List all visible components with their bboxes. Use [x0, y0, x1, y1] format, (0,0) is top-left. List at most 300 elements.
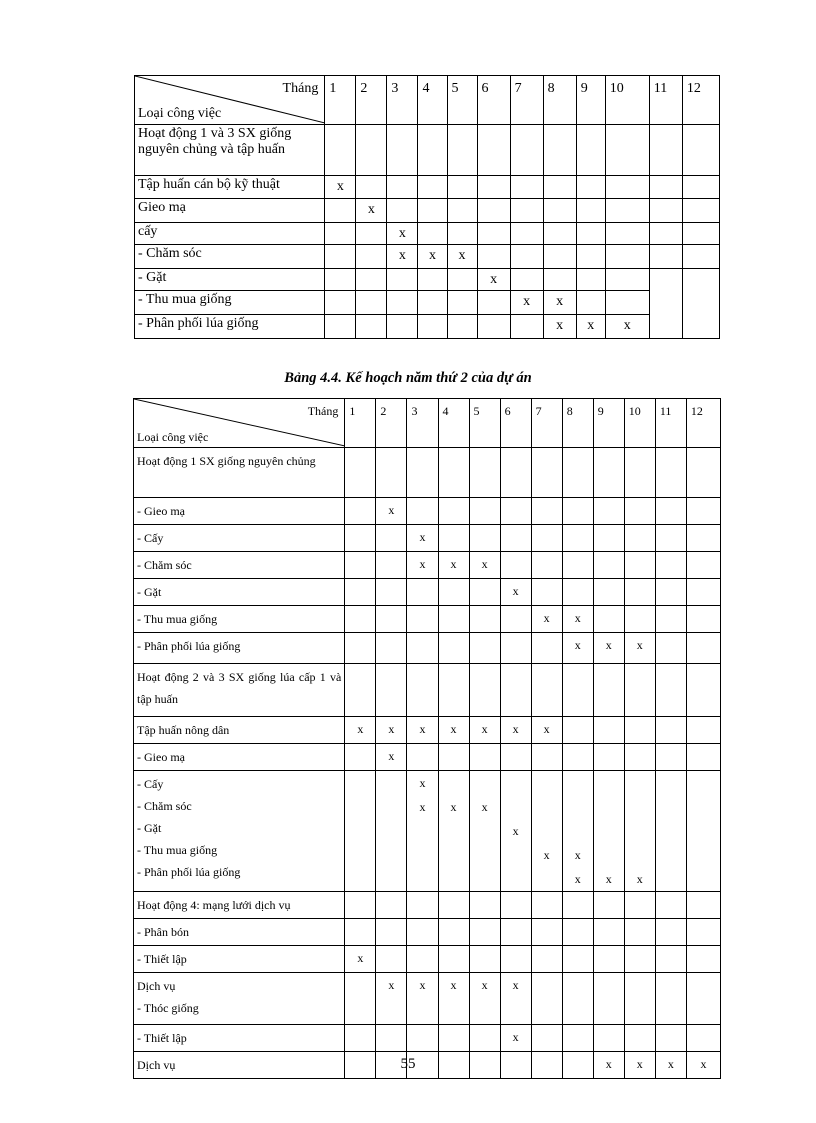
- month-header-8: 8: [562, 399, 593, 448]
- schedule-cell: [356, 125, 387, 176]
- schedule-cell: [605, 245, 649, 269]
- schedule-cell: [345, 606, 376, 633]
- schedule-cell: [686, 973, 720, 1025]
- diagonal-header-cell: [134, 399, 345, 448]
- schedule-mark: x: [376, 717, 407, 744]
- schedule-mark: x: [469, 771, 500, 892]
- task-label: Tập huấn cán bộ kỹ thuật: [135, 176, 325, 199]
- schedule-cell: [576, 176, 605, 199]
- table-row: [135, 291, 720, 315]
- schedule-cell: [593, 552, 624, 579]
- schedule-cell: [543, 176, 576, 199]
- header-row: [135, 76, 720, 125]
- schedule-mark: x: [345, 946, 376, 973]
- schedule-cell: [593, 664, 624, 717]
- schedule-cell: [605, 176, 649, 199]
- schedule-cell: [593, 892, 624, 919]
- task-label: [134, 552, 345, 579]
- schedule-mark: x: [469, 973, 500, 1025]
- schedule-cell: [376, 1025, 407, 1052]
- schedule-cell: [531, 973, 562, 1025]
- table-row: [135, 125, 720, 176]
- table-row: [134, 717, 721, 744]
- schedule-cell: [477, 291, 510, 315]
- schedule-cell: [605, 199, 649, 223]
- schedule-cell: [438, 448, 469, 498]
- schedule-cell: [345, 579, 376, 606]
- schedule-cell: [655, 525, 686, 552]
- schedule-cell: [345, 525, 376, 552]
- schedule-mark: x: [655, 1052, 686, 1079]
- schedule-cell: [543, 269, 576, 291]
- schedule-cell: [562, 664, 593, 717]
- schedule-cell: [407, 498, 438, 525]
- task-line: Tập huấn nông dân: [137, 723, 230, 737]
- schedule-mark: x: [387, 245, 418, 269]
- table-row: [134, 606, 721, 633]
- schedule-cell: [655, 744, 686, 771]
- task-line: - Phân phối lúa giống: [137, 639, 241, 653]
- schedule-cell: [593, 946, 624, 973]
- task-line: - Thiết lập: [137, 952, 187, 966]
- month-header-2: 2: [356, 76, 387, 125]
- schedule-cell: [531, 1025, 562, 1052]
- table-row: [134, 633, 721, 664]
- month-header-1: 1: [345, 399, 376, 448]
- schedule-cell: [531, 448, 562, 498]
- schedule-cell: [593, 717, 624, 744]
- schedule-cell: [438, 498, 469, 525]
- schedule-cell: [624, 946, 655, 973]
- schedule-cell: [686, 1025, 720, 1052]
- schedule-cell: [562, 579, 593, 606]
- schedule-cell: [477, 223, 510, 245]
- schedule-cell: [345, 1025, 376, 1052]
- schedule-mark: x: [500, 771, 531, 892]
- schedule-cell: [345, 771, 376, 892]
- task-line: Dịch vụ: [137, 979, 176, 993]
- schedule-mark: x: [407, 525, 438, 552]
- task-line: Hoạt động 4: mạng lưới dịch vụ: [137, 898, 291, 912]
- schedule-cell: [438, 633, 469, 664]
- schedule-cell: [562, 892, 593, 919]
- schedule-cell: [500, 606, 531, 633]
- schedule-cell-merged: [682, 269, 719, 339]
- task-label: Gieo mạ: [135, 199, 325, 223]
- schedule-cell: [376, 448, 407, 498]
- schedule-cell: [356, 269, 387, 291]
- schedule-cell: [593, 525, 624, 552]
- table-row: [134, 973, 721, 1025]
- schedule-cell: [407, 892, 438, 919]
- schedule-cell: [325, 125, 356, 176]
- schedule-mark: x: [686, 1052, 720, 1079]
- schedule-cell: [325, 269, 356, 291]
- schedule-cell: [376, 892, 407, 919]
- schedule-cell: [477, 315, 510, 339]
- schedule-mark: x: [356, 199, 387, 223]
- table-row: [135, 223, 720, 245]
- task-label: - Thu mua giống: [135, 291, 325, 315]
- schedule-cell: [325, 245, 356, 269]
- schedule-cell: [477, 245, 510, 269]
- schedule-cell: [407, 579, 438, 606]
- schedule-cell: [531, 552, 562, 579]
- schedule-cell: [376, 525, 407, 552]
- schedule-cell: [649, 199, 682, 223]
- schedule-cell: [345, 973, 376, 1025]
- table-row: [134, 448, 721, 498]
- schedule-cell: [531, 525, 562, 552]
- schedule-mark: x: [543, 291, 576, 315]
- task-line: - Phân phối lúa giống: [137, 865, 241, 879]
- schedule-cell: [510, 176, 543, 199]
- schedule-cell: [500, 919, 531, 946]
- schedule-cell: [407, 606, 438, 633]
- schedule-cell: [469, 525, 500, 552]
- schedule-cell: [345, 448, 376, 498]
- schedule-cell: [447, 199, 477, 223]
- month-header-12: 12: [682, 76, 719, 125]
- schedule-cell: [543, 125, 576, 176]
- month-header-4: 4: [418, 76, 447, 125]
- schedule-cell: [655, 633, 686, 664]
- month-header-8: 8: [543, 76, 576, 125]
- schedule-mark: x: [477, 269, 510, 291]
- schedule-cell: [387, 176, 418, 199]
- schedule-cell: [686, 771, 720, 892]
- schedule-cell: [655, 664, 686, 717]
- task-line: Hoạt động 1 SX giống nguyên chủng: [137, 454, 316, 468]
- schedule-cell: [576, 199, 605, 223]
- schedule-cell: [407, 664, 438, 717]
- schedule-cell: [500, 892, 531, 919]
- schedule-cell: [593, 579, 624, 606]
- schedule-mark: x: [593, 633, 624, 664]
- schedule-cell: [469, 448, 500, 498]
- month-header-3: 3: [407, 399, 438, 448]
- schedule-cell: [376, 919, 407, 946]
- schedule-cell: [345, 498, 376, 525]
- schedule-cell: [649, 176, 682, 199]
- schedule-cell: [510, 223, 543, 245]
- schedule-cell: [686, 744, 720, 771]
- schedule-cell: [356, 176, 387, 199]
- schedule-cell: [325, 199, 356, 223]
- schedule-mark: x: [345, 717, 376, 744]
- schedule-cell: [438, 579, 469, 606]
- schedule-cell: [531, 664, 562, 717]
- schedule-cell: [376, 946, 407, 973]
- schedule-cell: [624, 525, 655, 552]
- schedule-cell: [387, 315, 418, 339]
- schedule-cell: [624, 579, 655, 606]
- schedule-mark: x: [562, 606, 593, 633]
- schedule-mark: x: [438, 717, 469, 744]
- schedule-cell: [682, 199, 719, 223]
- task-line: - Chăm sóc: [137, 558, 192, 572]
- schedule-cell: [624, 919, 655, 946]
- schedule-cell: [686, 552, 720, 579]
- work-type-header-label: Loại công việc: [137, 430, 209, 444]
- month-header-label: Tháng: [282, 81, 319, 96]
- schedule-cell: [438, 1025, 469, 1052]
- schedule-cell: [407, 448, 438, 498]
- schedule-cell: [682, 223, 719, 245]
- schedule-mark: x: [407, 973, 438, 1025]
- schedule-cell: [387, 199, 418, 223]
- schedule-cell: [500, 525, 531, 552]
- schedule-cell: [682, 125, 719, 176]
- schedule-mark: x: [605, 315, 649, 339]
- schedule-cell: [345, 664, 376, 717]
- schedule-mark: x: [593, 771, 624, 892]
- schedule-cell: [593, 448, 624, 498]
- schedule-cell: [447, 315, 477, 339]
- schedule-mark: x x: [562, 771, 593, 892]
- schedule-cell: [531, 579, 562, 606]
- task-line: - Thiết lập: [137, 1031, 187, 1045]
- schedule-cell: [686, 946, 720, 973]
- schedule-cell: [469, 1025, 500, 1052]
- schedule-cell: [510, 199, 543, 223]
- schedule-cell: [325, 223, 356, 245]
- schedule-cell: [500, 744, 531, 771]
- schedule-mark: x: [418, 245, 447, 269]
- schedule-cell: [387, 125, 418, 176]
- schedule-mark: x: [469, 717, 500, 744]
- work-schedule-table-2: [133, 398, 721, 1079]
- schedule-cell: [500, 633, 531, 664]
- schedule-cell: [418, 176, 447, 199]
- schedule-cell: [605, 291, 649, 315]
- task-label: [134, 919, 345, 946]
- task-label: [134, 892, 345, 919]
- table-row: [135, 269, 720, 291]
- work-type-header-label: Loại công việc: [138, 106, 222, 121]
- schedule-cell: [531, 892, 562, 919]
- schedule-cell: [593, 919, 624, 946]
- schedule-cell: [576, 269, 605, 291]
- schedule-mark: x: [376, 744, 407, 771]
- task-line: - Chăm sóc: [137, 799, 192, 813]
- task-label: [134, 717, 345, 744]
- table-row: [135, 315, 720, 339]
- month-header-11: 11: [649, 76, 682, 125]
- task-label: Hoạt động 1 và 3 SX giống nguyên chủng và tập huấn: [135, 125, 325, 176]
- table-row: [135, 245, 720, 269]
- schedule-mark: x: [376, 973, 407, 1025]
- table-caption: Bảng 4.4. Kế hoạch năm thứ 2 của dự án: [284, 370, 532, 386]
- schedule-mark: x: [562, 633, 593, 664]
- schedule-cell: [624, 1025, 655, 1052]
- month-header-5: 5: [447, 76, 477, 125]
- schedule-cell: [624, 744, 655, 771]
- schedule-mark: x: [500, 579, 531, 606]
- schedule-cell: [510, 315, 543, 339]
- schedule-cell: [407, 633, 438, 664]
- month-header-1: 1: [325, 76, 356, 125]
- schedule-cell: [438, 744, 469, 771]
- schedule-cell: [345, 552, 376, 579]
- schedule-cell: [531, 744, 562, 771]
- task-line: Dịch vụ: [137, 1058, 176, 1072]
- schedule-mark: x: [438, 771, 469, 892]
- schedule-cell: [576, 223, 605, 245]
- task-label: - Phân phối lúa giống: [135, 315, 325, 339]
- task-line: - Gieo mạ: [137, 504, 185, 518]
- schedule-cell: [576, 125, 605, 176]
- schedule-cell: [655, 946, 686, 973]
- schedule-cell: [418, 315, 447, 339]
- schedule-mark: x: [325, 176, 356, 199]
- month-header-6: 6: [477, 76, 510, 125]
- task-label: [134, 498, 345, 525]
- schedule-cell: [686, 892, 720, 919]
- task-label: [134, 579, 345, 606]
- schedule-cell: [447, 176, 477, 199]
- month-header-6: 6: [500, 399, 531, 448]
- month-header-label: Tháng: [307, 404, 339, 418]
- schedule-cell: [624, 448, 655, 498]
- schedule-cell: [387, 291, 418, 315]
- schedule-cell: [655, 973, 686, 1025]
- schedule-cell: [376, 664, 407, 717]
- schedule-cell: [356, 291, 387, 315]
- schedule-cell: [500, 946, 531, 973]
- task-label: [134, 1025, 345, 1052]
- schedule-cell: [655, 448, 686, 498]
- schedule-cell: [376, 633, 407, 664]
- task-label: [134, 744, 345, 771]
- schedule-cell: [686, 633, 720, 664]
- schedule-cell: [531, 633, 562, 664]
- schedule-cell: [325, 291, 356, 315]
- task-label: [134, 973, 345, 1025]
- schedule-cell: [531, 946, 562, 973]
- schedule-cell: [510, 269, 543, 291]
- schedule-cell: [562, 973, 593, 1025]
- task-line: - Thóc giống: [137, 1001, 199, 1015]
- table-row: [134, 664, 721, 717]
- schedule-cell: [624, 606, 655, 633]
- table-row: [134, 744, 721, 771]
- schedule-cell: [655, 717, 686, 744]
- header-row: [134, 399, 721, 448]
- schedule-cell: [562, 525, 593, 552]
- task-line: - Gặt: [137, 821, 162, 835]
- schedule-cell: [469, 664, 500, 717]
- task-label: cấy: [135, 223, 325, 245]
- schedule-cell: [624, 717, 655, 744]
- table-row: [134, 771, 721, 892]
- table-row: [134, 1025, 721, 1052]
- schedule-cell: [418, 125, 447, 176]
- schedule-cell: [345, 892, 376, 919]
- task-label: [134, 448, 345, 498]
- schedule-cell: [325, 315, 356, 339]
- month-header-12: 12: [686, 399, 720, 448]
- schedule-cell: [407, 946, 438, 973]
- schedule-cell: [562, 744, 593, 771]
- schedule-cell: [469, 579, 500, 606]
- schedule-cell: [686, 498, 720, 525]
- schedule-cell: [469, 946, 500, 973]
- schedule-mark: x: [500, 973, 531, 1025]
- schedule-cell: [543, 223, 576, 245]
- schedule-cell: [562, 498, 593, 525]
- schedule-cell: [469, 744, 500, 771]
- month-header-5: 5: [469, 399, 500, 448]
- month-header-7: 7: [531, 399, 562, 448]
- schedule-mark: x: [438, 973, 469, 1025]
- schedule-cell: [649, 223, 682, 245]
- schedule-cell: [593, 973, 624, 1025]
- schedule-cell: [469, 892, 500, 919]
- schedule-cell: [407, 919, 438, 946]
- schedule-cell: [605, 125, 649, 176]
- schedule-cell: [686, 919, 720, 946]
- schedule-cell: [376, 552, 407, 579]
- task-line: - Cấy: [137, 777, 164, 791]
- schedule-cell: [345, 633, 376, 664]
- schedule-cell: [624, 552, 655, 579]
- schedule-cell: [477, 176, 510, 199]
- schedule-cell: [593, 606, 624, 633]
- schedule-mark: x: [624, 1052, 655, 1079]
- schedule-cell: [345, 744, 376, 771]
- schedule-cell: [605, 223, 649, 245]
- schedule-mark: x: [447, 245, 477, 269]
- schedule-cell: [686, 525, 720, 552]
- schedule-cell: [469, 919, 500, 946]
- schedule-cell: [593, 1025, 624, 1052]
- table-row: [134, 525, 721, 552]
- schedule-cell: [686, 606, 720, 633]
- schedule-cell: [469, 606, 500, 633]
- schedule-cell: [562, 946, 593, 973]
- schedule-cell: [655, 919, 686, 946]
- schedule-cell: [655, 892, 686, 919]
- schedule-cell: [593, 498, 624, 525]
- schedule-cell: [562, 1025, 593, 1052]
- schedule-cell: [438, 664, 469, 717]
- task-label: [134, 633, 345, 664]
- schedule-cell: [376, 771, 407, 892]
- task-line: - Gieo mạ: [137, 750, 185, 764]
- schedule-mark: x: [510, 291, 543, 315]
- month-header-7: 7: [510, 76, 543, 125]
- schedule-cell: [562, 448, 593, 498]
- schedule-cell: [469, 498, 500, 525]
- table-row: [134, 552, 721, 579]
- schedule-cell: [531, 498, 562, 525]
- schedule-cell: [500, 552, 531, 579]
- schedule-cell: [562, 552, 593, 579]
- schedule-cell: [510, 125, 543, 176]
- table-row: [134, 579, 721, 606]
- schedule-cell: [686, 579, 720, 606]
- schedule-cell: [593, 744, 624, 771]
- schedule-mark: x: [624, 633, 655, 664]
- page-number: 55: [400, 1056, 416, 1072]
- schedule-cell: [655, 552, 686, 579]
- schedule-cell: [624, 498, 655, 525]
- schedule-cell: [562, 919, 593, 946]
- schedule-cell: [686, 448, 720, 498]
- schedule-mark: x: [407, 717, 438, 744]
- schedule-cell-merged: [649, 269, 682, 339]
